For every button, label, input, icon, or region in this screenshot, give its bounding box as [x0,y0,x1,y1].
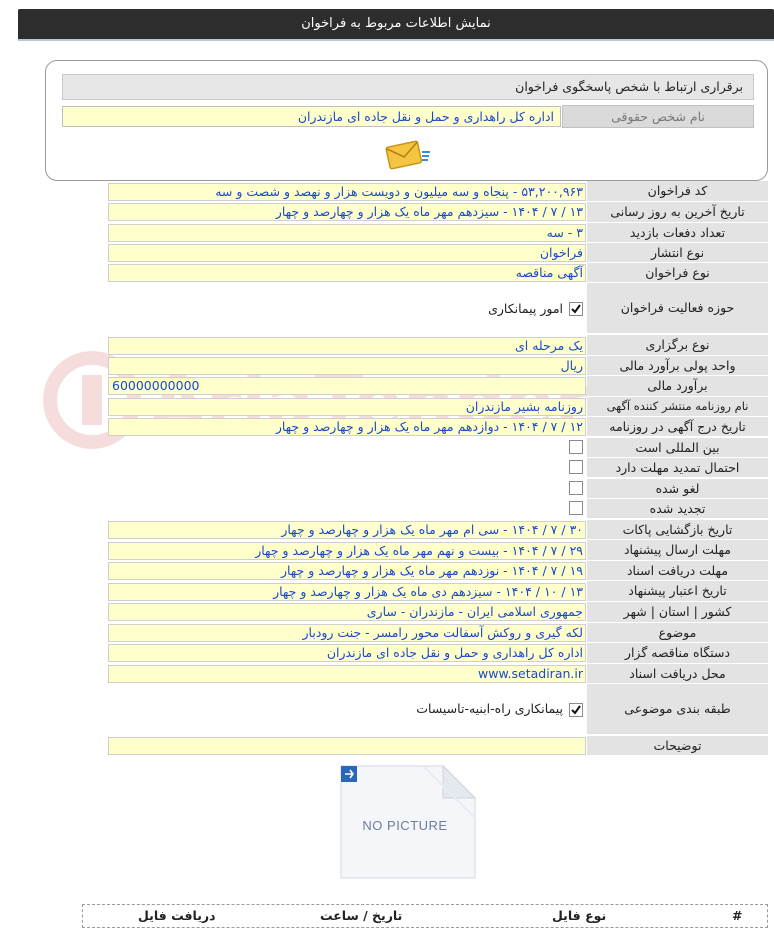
field-value-tender-code: ۵۳,۲۰۰,۹۶۳ - پنجاه و سه میلیون و دویست هزار و نهصد و شصت و سه [108,183,586,201]
field-label-description: توضیحات [587,736,768,756]
field-label-extension: احتمال تمدید مهلت دارد [587,458,768,478]
field-label-bid-deadline: مهلت ارسال پیشنهاد [587,540,768,561]
field-label-location: کشور | استان | شهر [587,602,768,623]
activity-option-label: امور پیمانکاری [488,301,563,316]
legal-person-label: نام شخص حقوقی [562,105,754,128]
envelope-icon[interactable] [384,138,432,176]
field-label-activity: حوزه فعالیت فراخوان [587,283,768,334]
checkmark-icon [570,303,582,315]
field-value-location: جمهوری اسلامی ایران - مازندران - ساری [108,603,586,621]
field-value-call-type: آگهی مناقصه [108,264,586,282]
field-value-bid-validity: ۱۳ / ۱۰ / ۱۴۰۴ - سیزدهم دی ماه یک هزار و چهارصد و چهار [108,583,586,601]
field-label-publish-type: نوع انتشار [587,243,768,263]
field-value-last-update: ۱۳ / ۷ / ۱۴۰۴ - سیزدهم مهر ماه یک هزار و چهارصد و چهار [108,203,586,221]
field-value-envelope-opening: ۳۰ / ۷ / ۱۴۰۴ - سی ام مهر ماه یک هزار و چهارصد و چهار [108,521,586,539]
col-file-type: نوع فایل [552,908,607,923]
field-label-newspaper: نام روزنامه منتشر کننده آگهی [587,397,768,417]
field-label-organizer: دستگاه مناقصه گزار [587,643,768,664]
field-value-visits: ۳ - سه [108,224,586,242]
field-value-organizer: اداره کل راهداری و حمل و نقل جاده ای مازندران [108,644,586,662]
field-value-description [108,737,586,755]
field-value-currency: ریال [108,357,586,375]
category-option-label: پیمانکاری راه-ابنیه-تاسیسات [416,701,563,716]
field-label-visits: تعداد دفعات بازدید [587,223,768,243]
field-label-currency: واحد پولی برآورد مالی [587,356,768,376]
legal-person-value: اداره کل راهداری و حمل و نقل جاده ای مازندران [62,106,561,127]
col-datetime: تاریخ / ساعت [320,908,403,923]
cancelled-checkbox[interactable] [569,481,583,495]
activity-checkbox[interactable] [569,302,583,316]
field-label-renewed: تجدید شده [587,499,768,519]
field-value-bid-deadline: ۲۹ / ۷ / ۱۴۰۴ - بیست و نهم مهر ماه یک هزار و چهارصد و چهار [108,542,586,560]
field-value-estimate: 60000000000 [108,377,586,395]
field-label-docs-deadline: مهلت دریافت اسناد [587,561,768,581]
field-label-bid-validity: تاریخ اعتبار پیشنهاد [587,581,768,602]
field-label-category: طبقه بندی موضوعی [587,684,768,735]
field-label-subject: موضوع [587,623,768,643]
field-label-holding-type: نوع برگزاری [587,335,768,356]
field-label-newspaper-date: تاریخ درج آگهی در روزنامه [587,417,768,437]
field-value-newspaper-date: ۱۲ / ۷ / ۱۴۰۴ - دوازدهم مهر ماه یک هزار و چهارصد و چهار [108,418,586,436]
field-label-docs-place: محل دریافت اسناد [587,664,768,684]
col-index: # [732,908,743,923]
field-value-newspaper: روزنامه بشیر مازندران [108,398,586,416]
field-value-subject: لکه گیری و روکش آسفالت محور رامسر - جنت رودبار [108,624,586,642]
field-label-cancelled: لغو شده [587,479,768,499]
checkmark-icon [570,704,582,716]
files-table-header [82,904,768,928]
contact-heading: برقراری ارتباط با شخص پاسخگوی فراخوان [62,74,754,100]
field-value-holding-type: یک مرحله ای [108,337,586,355]
title-underline [18,39,774,41]
no-picture-text: NO PICTURE [362,818,448,833]
field-label-envelope-opening: تاریخ بازگشایی پاکات [587,520,768,540]
international-checkbox[interactable] [569,440,583,454]
extension-checkbox[interactable] [569,460,583,474]
field-label-international: بین المللی است [587,438,768,458]
page-title-bar: نمایش اطلاعات مربوط به فراخوان [18,9,774,39]
field-label-last-update: تاریخ آخرین به روز رسانی [587,202,768,223]
field-label-estimate: برآورد مالی [587,376,768,397]
field-value-docs-place[interactable]: www.setadiran.ir [108,665,586,683]
renewed-checkbox[interactable] [569,501,583,515]
field-value-publish-type: فراخوان [108,244,586,262]
col-download: دریافت فایل [138,908,216,923]
field-label-call-type: نوع فراخوان [587,263,768,283]
category-checkbox[interactable] [569,703,583,717]
field-value-docs-deadline: ۱۹ / ۷ / ۱۴۰۴ - نوزدهم مهر ماه یک هزار و چهارصد و چهار [108,562,586,580]
field-label-tender-code: کد فراخوان [587,181,768,202]
